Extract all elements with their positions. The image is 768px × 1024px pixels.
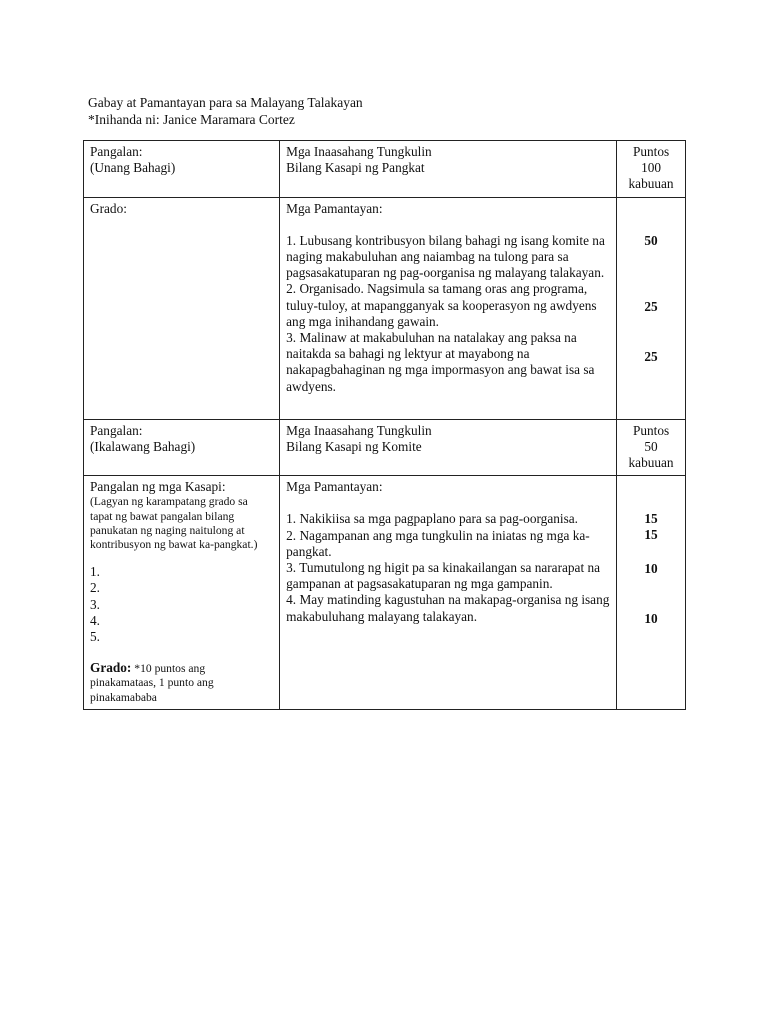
criterion-text: 1. Lubusang kontribusyon bilang bahagi ng isang komite na naging makabuluhan ang naiambag na tulong para sa pagsasakatuparan ng pag-oorganisa ng malayang talakayan. xyxy=(286,232,605,281)
criterion-text: 2. Nagampanan ang mga tungkulin na iniatas ng mga ka-pangkat. xyxy=(286,527,590,559)
criterion-points: 15 xyxy=(644,511,658,527)
criterion-text: 3. Malinaw at makabuluhan na natalakay ang paksa na naitakda sa bahagi ng lektyur at mayabong na nakapagbahaginan ng mga impormasyon ang bawat isa sa awdyens. xyxy=(286,330,595,394)
part1-name-label: Pangalan: xyxy=(90,144,143,159)
part1-grade-label: Grado: xyxy=(90,200,127,216)
criterion-text: 1. Nakikiisa sa mga pagpaplano para sa pag-oorganisa. xyxy=(286,511,578,527)
part2-name-cell xyxy=(84,419,280,476)
criterion-points: 25 xyxy=(644,298,658,314)
part2-body-row xyxy=(84,476,686,710)
members-note: (Lagyan ng karampatang grado sa tapat ng bawat pangalan bilang panukatan ng naging naitulong at kontribusyon ng bawat ka-pangkat.) xyxy=(90,495,258,552)
part1-points-label: Puntos xyxy=(632,144,670,159)
part2-roles-line1: Mga Inaasahang Tungkulin xyxy=(286,422,432,438)
members-label: Pangalan ng mga Kasapi: xyxy=(90,479,226,495)
grade-scale xyxy=(90,661,273,705)
criterion-text: 3. Tumutulong ng higit pa sa kinakailangan sa nararapat na gampanan at pagsasakatuparan ng mga gampanin. xyxy=(286,560,601,592)
document-title: Gabay at Pamantayan para sa Malayang Talakayan xyxy=(88,95,363,110)
part2-roles-line2: Bilang Kasapi ng Komite xyxy=(286,438,422,454)
part1-roles-cell xyxy=(280,141,617,198)
criterion-text: 2. Organisado. Nagsimula sa tamang oras ang programa, tuluy-tuloy, at mapangganyak sa kooperasyon ng awdyens ang mga inihandang gawain. xyxy=(286,281,597,329)
part1-header-row xyxy=(84,141,686,198)
part2-part-label: (Ikalawang Bahagi) xyxy=(90,438,196,454)
criterion-points: 10 xyxy=(644,610,658,626)
part2-grade-label: Grado: xyxy=(90,660,132,676)
grade-note: *10 puntos ang pinakamataas, 1 punto ang pinakamababa xyxy=(90,662,214,704)
criterion-points: 10 xyxy=(644,560,658,576)
criterion-points: 15 xyxy=(644,527,658,543)
part2-criteria-label: Mga Pamantayan: xyxy=(286,479,383,495)
part1-roles-line1: Mga Inaasahang Tungkulin xyxy=(286,144,432,159)
criterion-points: 25 xyxy=(644,349,658,365)
part1-points-head-cell xyxy=(617,141,686,198)
part1-points-unit: kabuuan xyxy=(628,176,674,192)
part1-name-cell xyxy=(84,141,280,198)
rubric-table xyxy=(83,140,686,710)
part2-header-row xyxy=(84,419,686,476)
part2-points-label: Puntos xyxy=(632,422,670,438)
part2-criteria-cell xyxy=(280,476,617,710)
part1-criteria-cell xyxy=(280,197,617,419)
part1-part-label: (Unang Bahagi) xyxy=(90,160,176,176)
member-entry-2: 2. xyxy=(90,580,100,596)
part2-points-total: 50 xyxy=(644,438,658,454)
document-header xyxy=(88,94,363,128)
part1-points-cell xyxy=(617,197,686,419)
member-entry-1: 1. xyxy=(90,564,100,580)
part2-points-cell xyxy=(617,476,686,710)
part2-points-head-cell xyxy=(617,419,686,476)
member-entry-4: 4. xyxy=(90,612,100,628)
part2-name-label: Pangalan: xyxy=(90,422,143,438)
part1-roles-line2: Bilang Kasapi ng Pangkat xyxy=(286,160,425,176)
part1-body-row xyxy=(84,197,686,419)
member-entry-5: 5. xyxy=(90,629,100,645)
member-entry-3: 3. xyxy=(90,596,100,612)
part2-roles-cell xyxy=(280,419,617,476)
criterion-text: 4. May matinding kagustuhan na makapag-organisa ng isang makabuluhang malayang talakayan. xyxy=(286,592,610,624)
part2-members-cell xyxy=(84,476,280,710)
part1-points-total: 100 xyxy=(641,160,662,176)
part1-criteria-label: Mga Pamantayan: xyxy=(286,200,383,216)
document-author: *Inihanda ni: Janice Maramara Cortez xyxy=(88,112,295,127)
criterion-points: 50 xyxy=(644,232,658,248)
part1-grade-cell xyxy=(84,197,280,419)
part2-points-unit: kabuuan xyxy=(628,455,674,471)
